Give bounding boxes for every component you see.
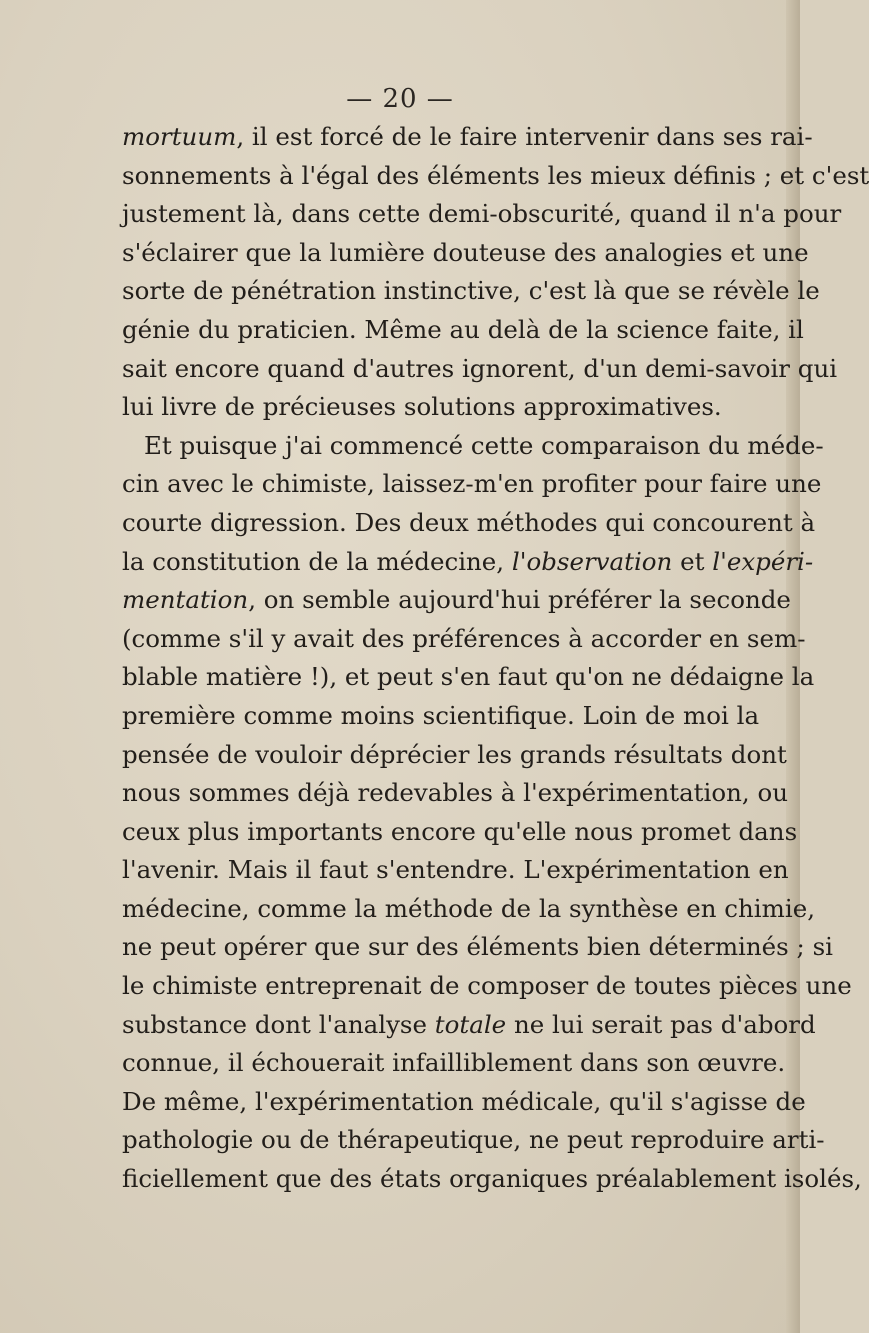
text-line [122, 543, 814, 582]
text-line [122, 427, 824, 466]
text-line [122, 851, 789, 890]
italic-text: totale [434, 1009, 507, 1039]
text-line [122, 504, 816, 543]
text-line [122, 813, 798, 852]
text-segment: (comme s'il y avait des préférences à accorder en sem- [122, 623, 806, 653]
text-segment: et [672, 546, 713, 576]
text-line [122, 465, 822, 504]
text-segment: justement là, dans cette demi-obscurité, quand il n'a pour [122, 199, 842, 229]
text-line [122, 311, 804, 350]
text-segment: cin avec le chimiste, laissez-m'en profiter pour faire une [122, 469, 822, 499]
text-segment: sait encore quand d'autres ignorent, d'un demi-savoir qui [122, 353, 838, 383]
page-number: — 20 — [346, 84, 454, 114]
text-line [122, 234, 809, 273]
text-segment: ficiellement que des états organiques préalablement isolés, [122, 1164, 862, 1194]
body-text [122, 118, 869, 1199]
text-line [122, 195, 842, 234]
text-segment: sonnements à l'égal des éléments les mieux définis ; et c'est [122, 160, 869, 190]
text-line [122, 890, 815, 929]
text-line [122, 1006, 816, 1045]
text-line [122, 658, 815, 697]
text-line [122, 620, 806, 659]
text-segment: substance dont l'analyse [122, 1009, 435, 1039]
text-segment: médecine, comme la méthode de la synthèse en chimie, [122, 893, 815, 923]
text-line [122, 157, 869, 196]
text-line [122, 1083, 806, 1122]
text-line [122, 118, 813, 157]
text-segment: sorte de pénétration instinctive, c'est là que se révèle le [122, 276, 820, 306]
text-segment: ceux plus importants encore qu'elle nous promet dans [122, 816, 798, 846]
text-segment: connue, il échouerait infailliblement dans son œuvre. [122, 1048, 786, 1078]
text-segment: De même, l'expérimentation médicale, qu'il s'agisse de [122, 1086, 806, 1116]
text-segment: , il est forcé de le faire intervenir dans ses rai- [236, 122, 813, 151]
text-line [122, 388, 722, 427]
text-line [122, 736, 787, 775]
text-segment: s'éclairer que la lumière douteuse des analogies et une [122, 237, 809, 267]
text-segment: ne peut opérer que sur des éléments bien déterminés ; si [122, 932, 833, 962]
text-segment: nous sommes déjà redevables à l'expérimentation, ou [122, 778, 788, 808]
text-line [122, 1121, 825, 1160]
text-segment: ne lui serait pas d'abord [506, 1009, 816, 1039]
text-segment: l'avenir. Mais il faut s'entendre. L'expérimentation en [122, 855, 789, 885]
text-segment: Et puisque j'ai commencé cette comparaison du méde- [144, 430, 824, 460]
text-line [122, 350, 838, 389]
text-line [122, 928, 833, 967]
text-line [122, 581, 791, 620]
text-segment: première comme moins scientifique. Loin de moi la [122, 700, 760, 730]
text-segment: blable matière !), et peut s'en faut qu'on ne dédaigne la [122, 662, 815, 692]
text-segment: la constitution de la médecine, [122, 546, 512, 576]
text-segment: , on semble aujourd'hui préférer la seconde [248, 585, 791, 615]
text-segment: pensée de vouloir déprécier les grands résultats dont [122, 739, 787, 769]
italic-text: l'expéri- [712, 546, 814, 576]
text-line [122, 967, 852, 1006]
text-line [122, 1044, 786, 1083]
text-segment: lui livre de précieuses solutions approximatives. [122, 392, 722, 422]
italic-text: mentation [122, 585, 249, 615]
paragraph [122, 427, 862, 1199]
text-segment: le chimiste entreprenait de composer de toutes pièces une [122, 971, 852, 1001]
text-line [122, 697, 760, 736]
text-segment: pathologie ou de thérapeutique, ne peut reproduire arti- [122, 1125, 825, 1155]
text-line [122, 774, 788, 813]
paragraph [122, 118, 869, 427]
italic-text: l'observation [511, 546, 673, 576]
text-segment: génie du praticien. Même au delà de la science faite, il [122, 314, 804, 344]
italic-text: mortuum [122, 122, 237, 151]
text-segment: courte digression. Des deux méthodes qui concourent à [122, 507, 816, 537]
text-line [122, 272, 820, 311]
text-line [122, 1160, 862, 1199]
